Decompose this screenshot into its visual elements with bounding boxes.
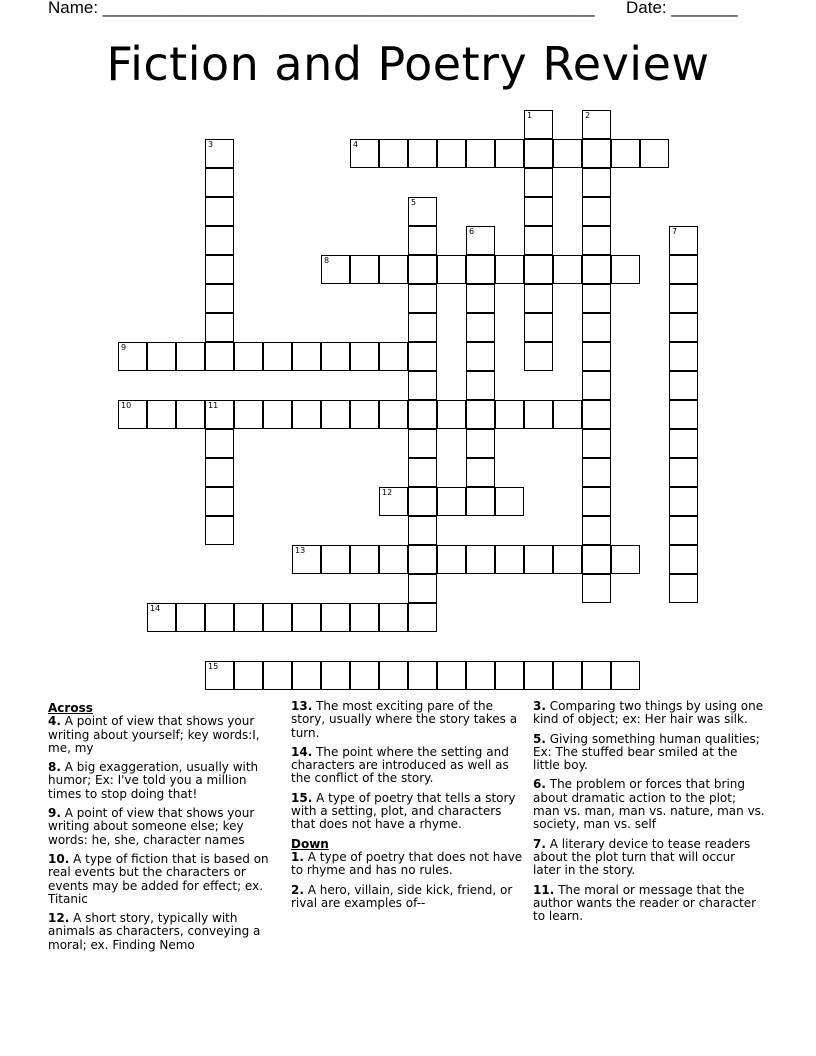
crossword-cell[interactable] (205, 255, 234, 284)
clue-column-1 (48, 700, 280, 958)
crossword-cell[interactable] (437, 487, 466, 516)
clue-text: The point where the setting and characters are introduced as well as the conflict of the story. (291, 744, 509, 786)
crossword-cell[interactable] (408, 458, 437, 487)
crossword-cell[interactable] (437, 400, 466, 429)
crossword-cell[interactable] (669, 574, 698, 603)
crossword-cell[interactable] (437, 139, 466, 168)
crossword-cell[interactable] (524, 661, 553, 690)
crossword-cell[interactable] (582, 429, 611, 458)
clue-number: 3. (533, 699, 546, 713)
crossword-cell[interactable] (408, 429, 437, 458)
crossword-cell[interactable] (553, 255, 582, 284)
crossword-cell[interactable] (379, 487, 408, 516)
crossword-cell[interactable] (582, 313, 611, 342)
crossword-cell[interactable] (379, 661, 408, 690)
across-clue (291, 792, 523, 832)
crossword-cell[interactable] (524, 313, 553, 342)
crossword-cell[interactable] (582, 255, 611, 284)
crossword-cell[interactable] (350, 342, 379, 371)
clue-number: 11. (533, 882, 555, 897)
crossword-cell[interactable] (118, 342, 147, 371)
cell-number: 15 (208, 662, 219, 671)
crossword-cell[interactable] (582, 661, 611, 690)
crossword-cell[interactable] (466, 371, 495, 400)
crossword-cell[interactable] (466, 284, 495, 313)
crossword-cell[interactable] (611, 139, 640, 168)
down-clue (533, 778, 765, 831)
crossword-cell[interactable] (147, 342, 176, 371)
crossword-cell[interactable] (350, 400, 379, 429)
crossword-cell[interactable] (582, 458, 611, 487)
crossword-cell[interactable] (437, 661, 466, 690)
clue-text: The problem or forces that bring about dramatic action to the plot; man vs. man, man vs. nature, man vs. society, man vs. self (533, 777, 765, 832)
crossword-cell[interactable] (176, 342, 205, 371)
clue-text: The moral or message that the author wants the reader or character to learn. (533, 882, 757, 924)
crossword-cell[interactable] (466, 342, 495, 371)
crossword-cell[interactable] (669, 255, 698, 284)
down-heading: Down (291, 836, 329, 851)
crossword-cell[interactable] (408, 400, 437, 429)
crossword-cell[interactable] (408, 197, 437, 226)
crossword-cell[interactable] (379, 603, 408, 632)
crossword-cell[interactable] (321, 342, 350, 371)
crossword-cell[interactable] (234, 661, 263, 690)
crossword-cell[interactable] (524, 139, 553, 168)
cell-number: 3 (208, 140, 214, 149)
crossword-cell[interactable] (669, 458, 698, 487)
name-field[interactable]: Name: ____________________________________________________ (48, 0, 595, 17)
crossword-cell[interactable] (669, 400, 698, 429)
clue-number: 10. (48, 851, 70, 866)
crossword-cell[interactable] (205, 516, 234, 545)
crossword-cell[interactable] (321, 661, 350, 690)
clue-number: 2. (291, 882, 304, 897)
clue-text: The most exciting pare of the story, usually where the story takes a turn. (291, 699, 518, 740)
clue-text: A point of view that shows your writing about yourself; key words:I, me, my (48, 714, 260, 755)
crossword-cell[interactable] (292, 661, 321, 690)
crossword-cell[interactable] (466, 429, 495, 458)
cell-number: 8 (324, 256, 330, 265)
crossword-cell[interactable] (205, 458, 234, 487)
cell-number: 5 (411, 198, 417, 207)
crossword-cell[interactable] (350, 545, 379, 574)
crossword-cell[interactable] (379, 255, 408, 284)
crossword-cell[interactable] (553, 545, 582, 574)
crossword-cell[interactable] (350, 139, 379, 168)
down-clue (533, 733, 765, 773)
across-clue (48, 715, 280, 755)
crossword-cell[interactable] (466, 487, 495, 516)
crossword-cell[interactable] (350, 255, 379, 284)
crossword-cell[interactable] (553, 661, 582, 690)
crossword-cell[interactable] (234, 603, 263, 632)
date-field[interactable]: Date: _______ (626, 0, 738, 17)
crossword-cell[interactable] (524, 226, 553, 255)
cell-number: 11 (208, 401, 219, 410)
crossword-cell[interactable] (234, 400, 263, 429)
crossword-cell[interactable] (466, 545, 495, 574)
clue-column-2 (291, 700, 523, 916)
crossword-cell[interactable] (524, 110, 553, 139)
crossword-cell[interactable] (408, 487, 437, 516)
cell-number: 1 (527, 111, 533, 120)
crossword-cell[interactable] (205, 139, 234, 168)
across-clue (48, 761, 280, 801)
crossword-cell[interactable] (582, 487, 611, 516)
clue-text: A type of fiction that is based on real events but the characters or events may be added for effect; ex. Titanic (48, 851, 269, 906)
crossword-cell[interactable] (292, 545, 321, 574)
crossword-cell[interactable] (379, 400, 408, 429)
crossword-cell[interactable] (292, 342, 321, 371)
crossword-cell[interactable] (669, 284, 698, 313)
crossword-cell[interactable] (408, 255, 437, 284)
crossword-cell[interactable] (582, 197, 611, 226)
crossword-cell[interactable] (234, 342, 263, 371)
clue-number: 9. (48, 806, 61, 821)
crossword-cell[interactable] (466, 400, 495, 429)
crossword-cell[interactable] (408, 516, 437, 545)
clue-text: Comparing two things by using one kind of object; ex: Her hair was silk. (533, 699, 764, 727)
cell-number: 10 (121, 401, 132, 410)
crossword-cell[interactable] (669, 226, 698, 255)
clue-text: A literary device to tease readers about the plot turn that will occur later in the story. (533, 836, 751, 878)
crossword-cell[interactable] (669, 371, 698, 400)
crossword-cell[interactable] (408, 139, 437, 168)
crossword-cell[interactable] (669, 487, 698, 516)
crossword-cell[interactable] (582, 400, 611, 429)
crossword-cell[interactable] (524, 342, 553, 371)
crossword-cell[interactable] (611, 255, 640, 284)
crossword-cell[interactable] (205, 168, 234, 197)
down-clue (291, 851, 523, 878)
clue-text: A short story, typically with animals as characters, conveying a moral; ex. Finding Nemo (48, 911, 261, 952)
crossword-cell[interactable] (466, 139, 495, 168)
crossword-cell[interactable] (176, 603, 205, 632)
crossword-cell[interactable] (611, 545, 640, 574)
crossword-cell[interactable] (524, 400, 553, 429)
crossword-cell[interactable] (495, 255, 524, 284)
crossword-cell[interactable] (379, 342, 408, 371)
cell-number: 12 (382, 488, 393, 497)
crossword-cell[interactable] (669, 516, 698, 545)
clue-number: 7. (533, 836, 546, 851)
cell-number: 6 (469, 227, 475, 236)
clue-number: 15. (291, 790, 313, 805)
down-clue (533, 700, 765, 727)
cell-number: 4 (353, 140, 359, 149)
crossword-cell[interactable] (582, 284, 611, 313)
crossword-cell[interactable] (495, 661, 524, 690)
crossword-cell[interactable] (524, 255, 553, 284)
crossword-cell[interactable] (437, 255, 466, 284)
crossword-cell[interactable] (205, 661, 234, 690)
crossword-cell[interactable] (408, 313, 437, 342)
cell-number: 7 (672, 227, 678, 236)
clue-number: 8. (48, 760, 61, 775)
crossword-cell[interactable] (524, 545, 553, 574)
across-clue (48, 807, 280, 847)
crossword-cell[interactable] (408, 371, 437, 400)
crossword-cell[interactable] (582, 516, 611, 545)
crossword-cell[interactable] (263, 342, 292, 371)
clue-number: 5. (533, 731, 546, 746)
cell-number: 9 (121, 343, 127, 352)
crossword-cell[interactable] (118, 400, 147, 429)
across-clue (48, 853, 280, 906)
across-clue (48, 912, 280, 952)
crossword-cell[interactable] (205, 284, 234, 313)
crossword-cell[interactable] (495, 487, 524, 516)
cell-number: 14 (150, 604, 161, 613)
header (48, 0, 748, 20)
crossword-cell[interactable] (350, 603, 379, 632)
crossword-cell[interactable] (582, 110, 611, 139)
clue-text: A type of poetry that does not have to rhyme and has no rules. (291, 849, 523, 878)
clue-text: A point of view that shows your writing about someone else; key words: he, she, character names (48, 806, 255, 847)
clue-number: 12. (48, 911, 70, 926)
crossword-cell[interactable] (408, 545, 437, 574)
crossword-cell[interactable] (669, 429, 698, 458)
crossword-cell[interactable] (466, 313, 495, 342)
crossword-cell[interactable] (408, 574, 437, 603)
clue-text: A type of poetry that tells a story with a setting, plot, and characters that does not have a rhyme. (291, 790, 516, 832)
crossword-cell[interactable] (205, 400, 234, 429)
crossword-cell[interactable] (205, 603, 234, 632)
crossword-cell[interactable] (408, 226, 437, 255)
crossword-cell[interactable] (205, 226, 234, 255)
clue-number: 14. (291, 744, 313, 759)
crossword-cell[interactable] (408, 342, 437, 371)
crossword-cell[interactable] (582, 139, 611, 168)
crossword-cell[interactable] (408, 284, 437, 313)
clue-number: 13. (291, 699, 313, 713)
across-clue (291, 700, 523, 740)
crossword-cell[interactable] (147, 603, 176, 632)
crossword-cell[interactable] (205, 342, 234, 371)
crossword-cell[interactable] (524, 197, 553, 226)
crossword-cell[interactable] (263, 400, 292, 429)
crossword-cell[interactable] (205, 429, 234, 458)
crossword-cell[interactable] (408, 603, 437, 632)
crossword-cell[interactable] (379, 545, 408, 574)
crossword-cell[interactable] (553, 400, 582, 429)
crossword-cell[interactable] (611, 661, 640, 690)
crossword-cell[interactable] (582, 371, 611, 400)
down-clue (533, 884, 765, 924)
crossword-cell[interactable] (495, 545, 524, 574)
across-heading: Across (48, 701, 93, 715)
crossword-cell[interactable] (582, 545, 611, 574)
crossword-cell[interactable] (205, 197, 234, 226)
crossword-cell[interactable] (263, 661, 292, 690)
crossword-cell[interactable] (466, 458, 495, 487)
crossword-cell[interactable] (321, 603, 350, 632)
crossword-cell[interactable] (669, 313, 698, 342)
crossword-cell[interactable] (582, 342, 611, 371)
crossword-cell[interactable] (582, 226, 611, 255)
down-clue (291, 884, 523, 911)
crossword-cell[interactable] (321, 255, 350, 284)
across-clue (291, 746, 523, 786)
crossword-cell[interactable] (176, 400, 205, 429)
clue-number: 6. (533, 777, 546, 792)
crossword-cell[interactable] (553, 139, 582, 168)
crossword-cell[interactable] (466, 661, 495, 690)
crossword-cell[interactable] (582, 574, 611, 603)
crossword-cell[interactable] (350, 661, 379, 690)
crossword-cell[interactable] (466, 255, 495, 284)
crossword-cell[interactable] (524, 168, 553, 197)
crossword-cell[interactable] (321, 545, 350, 574)
clue-number: 1. (291, 849, 304, 864)
clue-column-3 (533, 700, 765, 929)
crossword-cell[interactable] (321, 400, 350, 429)
crossword-cell[interactable] (640, 139, 669, 168)
down-clue (533, 838, 765, 878)
crossword-cell[interactable] (205, 487, 234, 516)
crossword-cell[interactable] (408, 661, 437, 690)
crossword-cell[interactable] (205, 313, 234, 342)
crossword-cell[interactable] (466, 226, 495, 255)
cell-number: 13 (295, 546, 306, 555)
crossword-cell[interactable] (437, 545, 466, 574)
crossword-cell[interactable] (669, 342, 698, 371)
clue-text: Giving something human qualities; Ex: The stuffed bear smiled at the little boy. (533, 731, 760, 773)
crossword-cell[interactable] (495, 400, 524, 429)
clue-text: A big exaggeration, usually with humor; Ex: I've told you a million times to stop doing that! (48, 760, 259, 801)
crossword-cell[interactable] (524, 284, 553, 313)
crossword-cell[interactable] (263, 603, 292, 632)
clue-number: 4. (48, 714, 61, 729)
crossword-cell[interactable] (379, 139, 408, 168)
crossword-cell[interactable] (147, 400, 176, 429)
crossword-cell[interactable] (669, 545, 698, 574)
crossword-cell[interactable] (292, 400, 321, 429)
page-title: Fiction and Poetry Review (106, 37, 710, 91)
cell-number: 2 (585, 111, 591, 120)
crossword-cell[interactable] (495, 139, 524, 168)
crossword-cell[interactable] (582, 168, 611, 197)
clue-text: A hero, villain, side kick, friend, or rival are examples of-- (291, 882, 513, 910)
crossword-cell[interactable] (292, 603, 321, 632)
